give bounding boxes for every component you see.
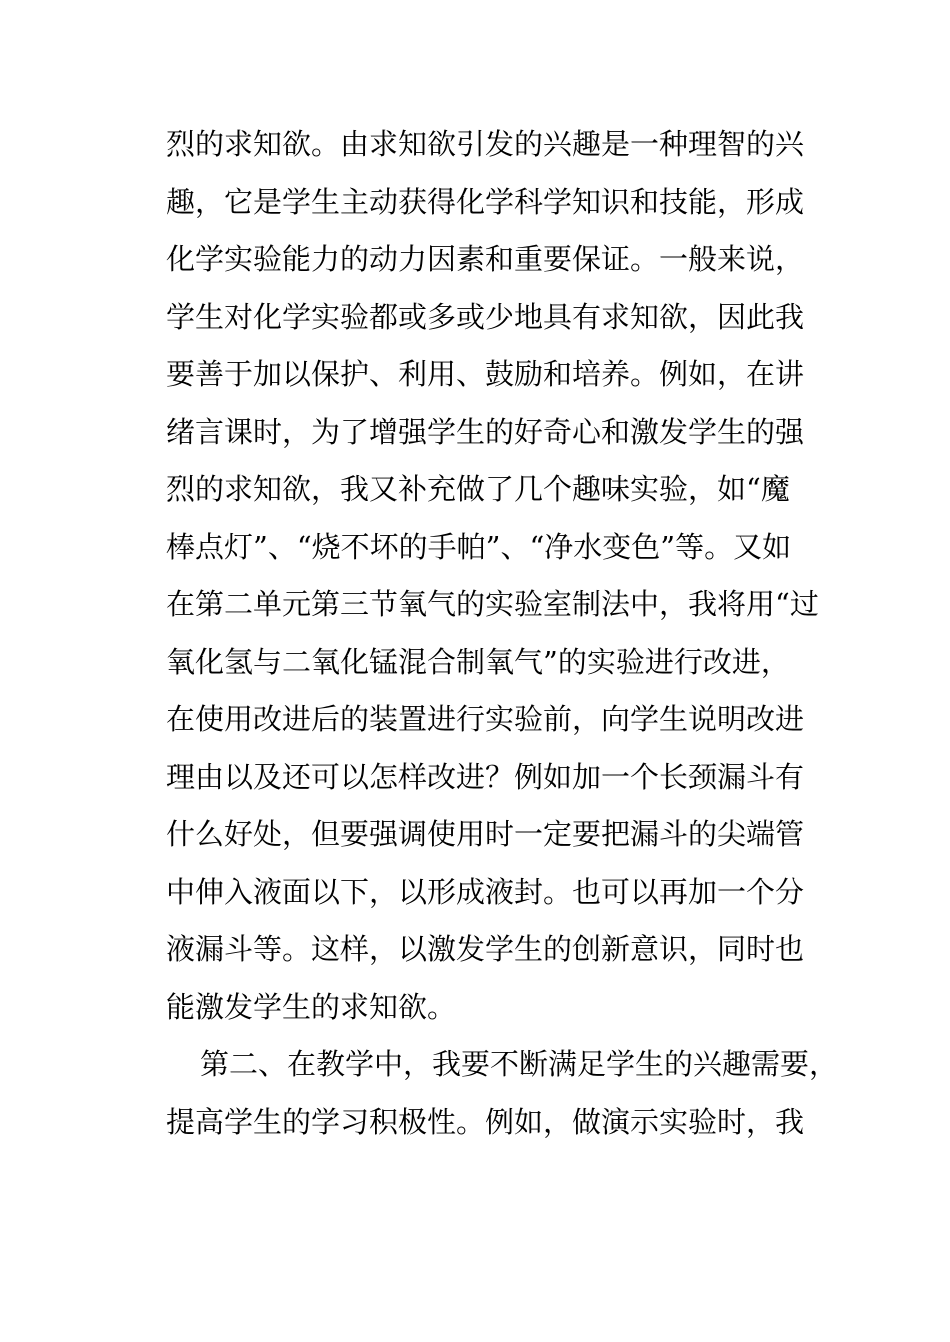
text-line: 什么好处，但要强调使用时一定要把漏斗的尖端管 — [166, 817, 805, 851]
text-line: 第二、在教学中，我要不断满足学生的兴趣需要， — [200, 1047, 839, 1081]
text-line: 要善于加以保护、利用、鼓励和培养。例如，在讲 — [166, 357, 805, 391]
text-line: 中伸入液面以下，以形成液封。也可以再加一个分 — [166, 874, 805, 909]
text-line: 提高学生的学习积极性。例如，做演示实验时，我 — [166, 1104, 805, 1139]
text-line: 烈的求知欲。由求知欲引发的兴趣是一种理智的兴 — [166, 127, 805, 161]
text-line: 氧化氢与二氧化锰混合制氧气”的实验进行改进， — [166, 644, 790, 679]
paragraph-1 — [166, 116, 819, 1036]
text-line: 棒点灯”、“烧不坏的手帕”、“净水变色”等。又如 — [166, 529, 792, 564]
text-line: 在使用改进后的装置进行实验前，向学生说明改进 — [166, 702, 805, 736]
text-line: 能激发学生的求知欲。 — [166, 989, 457, 1024]
text-line: 绪言课时，为了增强学生的好奇心和激发学生的强 — [166, 414, 805, 449]
text-line: 液漏斗等。这样，以激发学生的创新意识，同时也 — [166, 932, 805, 966]
text-line: 学生对化学实验都或多或少地具有求知欲，因此我 — [166, 299, 805, 334]
text-line: 在第二单元第三节氧气的实验室制法中，我将用“过 — [166, 587, 819, 621]
text-line: 趣，它是学生主动获得化学科学知识和技能，形成 — [166, 184, 805, 219]
text-line: 烈的求知欲，我又补充做了几个趣味实验，如“魔 — [166, 472, 790, 506]
text-line: 化学实验能力的动力因素和重要保证。一般来说， — [166, 242, 805, 276]
text-line: 理由以及还可以怎样改进？例如加一个长颈漏斗有 — [166, 759, 805, 794]
paragraph-2 — [166, 1036, 839, 1151]
